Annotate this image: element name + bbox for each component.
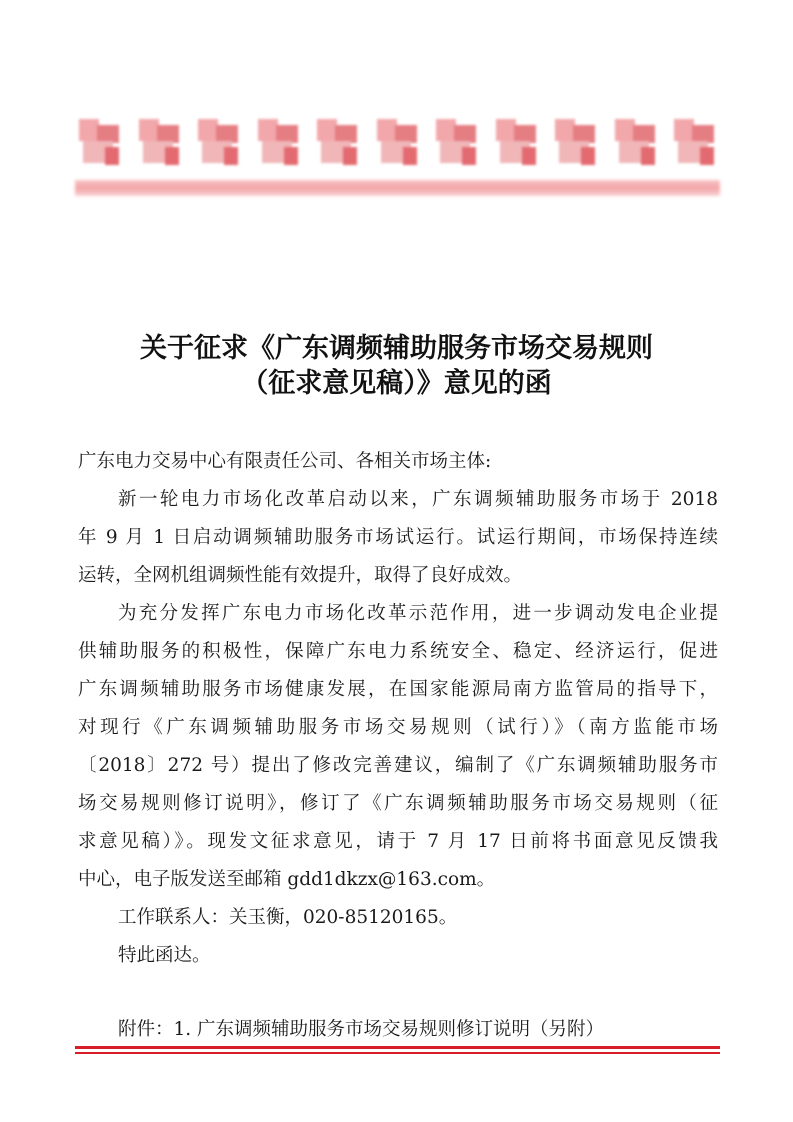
paragraph-1-line-2: 年 9 月 1 日启动调频辅助服务市场试运行。试运行期间，市场保持连续 <box>78 527 718 548</box>
letterhead-glyph <box>135 115 185 171</box>
paragraph-2-line-5: 〔2018〕272 号）提出了修改完善建议，编制了《广东调频辅助服务市 <box>78 755 718 776</box>
letterhead-glyph <box>432 115 482 171</box>
letterhead-glyph <box>492 115 542 171</box>
footer-rule-thin <box>75 1052 720 1054</box>
addressee: 广东电力交易中心有限责任公司、各相关市场主体: <box>78 451 492 472</box>
letterhead-glyph <box>254 115 304 171</box>
attachment-note: 附件：1. 广东调频辅助服务市场交易规则修订说明（另附） <box>118 1019 605 1040</box>
letterhead-glyph <box>611 115 661 171</box>
letterhead-glyph <box>551 115 601 171</box>
letterhead <box>75 112 720 174</box>
paragraph-2-line-1: 为充分发挥广东电力市场化改革示范作用，进一步调动发电企业提 <box>118 603 718 624</box>
closing-remark: 特此函达。 <box>118 945 211 966</box>
paragraph-1-line-3: 运转，全网机组调频性能有效提升，取得了良好成效。 <box>78 565 523 586</box>
letterhead-band <box>75 180 720 196</box>
paragraph-2-line-6: 场交易规则修订说明》，修订了《广东调频辅助服务市场交易规则（征 <box>78 793 718 814</box>
paragraph-2-line-4: 对现行《广东调频辅助服务市场交易规则（试行）》（南方监能市场 <box>78 717 718 738</box>
contact-info: 工作联系人：关玉衡，020-85120165。 <box>118 907 458 928</box>
document-title-line2: （征求意见稿）》意见的函 <box>241 368 552 399</box>
letterhead-glyph <box>75 115 125 171</box>
paragraph-2-line-2: 供辅助服务的积极性，保障广东电力系统安全、稳定、经济运行，促进 <box>78 641 718 662</box>
letterhead-glyph <box>313 115 363 171</box>
letterhead-glyph <box>670 115 720 171</box>
document-title-line1: 关于征求《广东调频辅助服务市场交易规则 <box>140 333 653 364</box>
paragraph-2-line-3: 广东调频辅助服务市场健康发展，在国家能源局南方监管局的指导下， <box>78 679 718 700</box>
letterhead-glyph <box>373 115 423 171</box>
footer-rule-thick <box>75 1046 720 1049</box>
paragraph-1-line-1: 新一轮电力市场化改革启动以来，广东调频辅助服务市场于 2018 <box>118 489 718 510</box>
paragraph-2-line-7: 求意见稿）》。现发文征求意见，请于 7 月 17 日前将书面意见反馈我 <box>78 831 718 852</box>
letterhead-glyph <box>194 115 244 171</box>
paragraph-2-line-8: 中心，电子版发送至邮箱 gdd1dkzx@163.com。 <box>78 869 496 890</box>
